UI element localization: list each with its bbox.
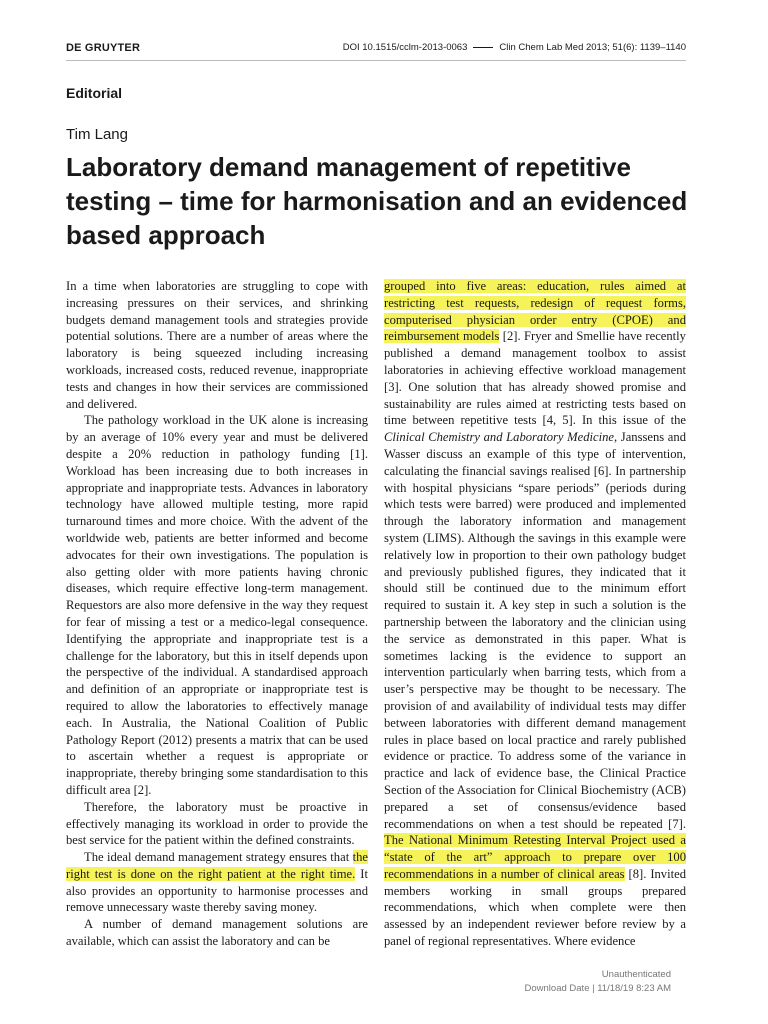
highlighted-text: grouped into five areas: education, rules aimed at restricting test requests, redesign of request forms, computerised physician order entry (CPOE) and reimbursement models <box>384 279 686 344</box>
text-span: [2]. Fryer and Smellie have recently published a demand management toolbox to assist laboratories in achieving effective workload management [3]. One solution that has already showed promise and sustainability are rules aimed at restricting tests based on time between repetitive tests [4, 5]. In this issue of the <box>384 329 686 428</box>
section-label: Editorial <box>66 85 123 101</box>
download-date: Download Date | 11/18/19 8:23 AM <box>524 983 671 994</box>
doi-link[interactable]: DOI 10.1515/cclm-2013-0063 <box>342 42 468 53</box>
highlighted-text: The National Minimum Retesting Interval Project used a “state of the art” approach to prepare over 100 recommendations in a number of clinical areas <box>384 833 686 881</box>
highlighted-text: the right test is done on the right patient at the right time. <box>66 850 368 881</box>
download-footer <box>525 968 671 996</box>
paragraph: Therefore, the laboratory must be proactive in effectively managing its workload in order to provide the best service for the patient within the defined constraints. <box>66 799 368 848</box>
header-rule <box>66 60 686 61</box>
text-span: [8]. Invited members working in small groups prepared recommendations, which when complete were then assessed by an independent reviewer before review by a panel of regional representatives. Where evidence <box>384 866 686 949</box>
body-column-right <box>384 278 686 950</box>
journal-name: Clinical Chemistry and Laboratory Medicine <box>384 430 615 445</box>
citation-bar <box>343 42 686 53</box>
publisher-logo: DE GRUYTER <box>66 42 141 54</box>
text-span: It also provides an opportunity to harmonise processes and remove unnecessary waste thereby saving money. <box>66 866 369 915</box>
author-name: Tim Lang <box>66 126 128 143</box>
text-span: The ideal demand management strategy ensures that <box>84 850 353 865</box>
header-dash <box>473 47 493 49</box>
access-status: Unauthenticated <box>601 969 671 980</box>
paragraph: In a time when laboratories are struggling to cope with increasing pressures on their services, and shrinking budgets demand management tools and strategies provide potential solutions. There are a number of areas where the laboratory is being squeezed including increasing workloads, increased costs, reduced revenue, inappropriate tests and changes in how their services are commissioned and delivered. <box>66 279 368 411</box>
paragraph: The pathology workload in the UK alone is increasing by an average of 10% every year and must be delivered despite a 20% reduction in pathology funding [1]. Workload has been increasing due to both increases in appropriate and inappropriate tests. Advances in laboratory technology have allowed multiple testing, more rapid turnaround times and more choice. With the advent of the worldwide web, patients are better informed and become advocates for their own investigations. The population is also getting older with more patients having chronic diseases, which require effective long-term management. Requestors are also more defensive in the way they request for fear of missing a test or a medico-legal consequence. Identifying the appropriate and inappropriate test is a challenge for the laboratory, but this in itself depends upon the perspective of the individual. A standardised approach and definition of an appropriate or inappropriate test is required to allow the laboratories to effectively manage each. In Australia, the National Coalition of Public Pathology Report (2012) presents a matrix that can be used to ascertain whether a request is appropriate or inappropriate, thereby bringing some standardisation to this difficult area [2]. <box>66 413 368 797</box>
journal-citation: Clin Chem Lab Med 2013; 51(6): 1139–1140 <box>499 42 686 53</box>
text-span: , Janssens and Wasser discuss an example of this type of intervention, calculating the financial savings realised [6]. In partnership with hospital physicians “spare periods” (periods during which tests were barred) were produced and implemented through the laboratory information and management system (LIMS). Although the savings in this example were relatively low in proportion to their own pathology budget and previously published figures, they indicated that it should still be continued due to the minimum effort required to sustain it. A key step in such a solution is the partnership between the laboratory and the clinician using the service as demonstrated in this paper. What is sometimes lacking is the evidence to support an intervention particularly when barring tests, which from a user’s perspective may be thought to be necessary. The provision of and availability of individual tests may differ between laboratories with different demand management rules in place based on local practice and rarely published evidence or practice. To address some of the variance in practice and lack of evidence base, the Clinical Practice Section of the Association for Clinical Biochemistry (ACB) prepared a set of consensus/evidence based recommendations on when a test should be repeated [7]. <box>384 430 686 831</box>
paragraph <box>384 278 686 950</box>
paragraph <box>66 849 368 916</box>
paragraph: A number of demand management solutions are available, which can assist the laboratory and can be <box>66 917 368 949</box>
body-column-left <box>66 278 368 950</box>
article-title: Laboratory demand management of repetitive testing – time for harmonisation and an evidenced based approach <box>66 152 688 250</box>
